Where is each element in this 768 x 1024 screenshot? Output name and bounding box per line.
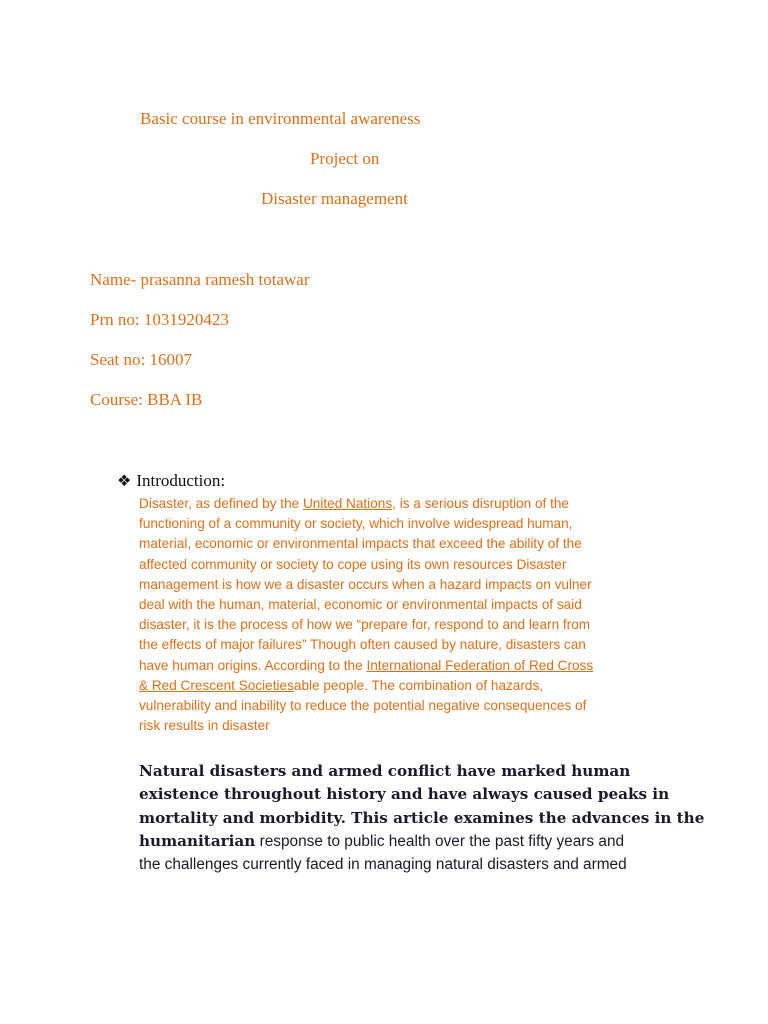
introduction-paragraph <box>139 494 679 736</box>
intro-text: able people. The combination of hazards, <box>293 677 544 693</box>
introduction-heading <box>117 471 225 491</box>
intro-text: have human origins. According to the <box>139 657 367 673</box>
student-prn: Prn no: 1031920423 <box>90 310 229 329</box>
intro-line <box>139 656 679 676</box>
body-line: existence throughout history and have always caused peaks in <box>139 785 670 804</box>
student-course: Course: BBA IB <box>90 390 203 409</box>
intro-line <box>139 494 679 514</box>
body-line <box>139 830 699 853</box>
project-label: Project on <box>310 149 380 168</box>
intro-line: disaster, it is the process of how we “prepare for, respond to and learn from <box>139 617 591 633</box>
introduction-heading-text: Introduction: <box>136 471 226 490</box>
body-line: Natural disasters and armed conflict have marked human <box>139 762 631 780</box>
intro-line: material, economic or environmental impacts that exceed the ability of the <box>139 536 582 552</box>
student-seat: Seat no: 16007 <box>90 350 192 369</box>
intro-text: , is a serious disruption of the <box>392 496 569 511</box>
course-title: Basic course in environmental awareness <box>140 109 421 128</box>
body-text: response to public health over the past fifty years and <box>255 832 625 850</box>
red-crescent-link[interactable]: & Red Crescent Societies <box>139 677 294 693</box>
intro-line: functioning of a community or society, which involve widespread human, <box>139 516 573 532</box>
intro-line <box>139 676 679 696</box>
body-paragraph <box>139 760 705 876</box>
project-title: Disaster management <box>261 189 408 208</box>
intro-line: deal with the human, material, economic or environmental impacts of said <box>139 597 582 613</box>
intro-line: management is how we a disaster occurs when a hazard impacts on vulner <box>139 576 592 592</box>
intro-line: risk results in disaster <box>139 718 270 734</box>
intro-line: vulnerability and inability to reduce the potential negative consequences of <box>139 698 587 714</box>
intro-line: affected community or society to cope using its own resources Disaster <box>139 556 567 572</box>
body-line: the challenges currently faced in managing natural disasters and armed <box>139 856 627 874</box>
intro-line: the effects of major failures” Though often caused by nature, disasters can <box>139 637 586 653</box>
diamond-bullet-icon: ❖ <box>117 473 132 490</box>
intro-text: Disaster, as defined by the <box>139 496 303 511</box>
united-nations-link[interactable]: United Nations <box>302 496 393 511</box>
body-bold-word: humanitarian <box>139 831 256 850</box>
body-line: mortality and morbidity. This article examines the advances in the <box>139 808 705 827</box>
student-name: Name- prasanna ramesh totawar <box>90 270 310 289</box>
red-cross-link[interactable]: International Federation of Red Cross <box>366 657 594 673</box>
